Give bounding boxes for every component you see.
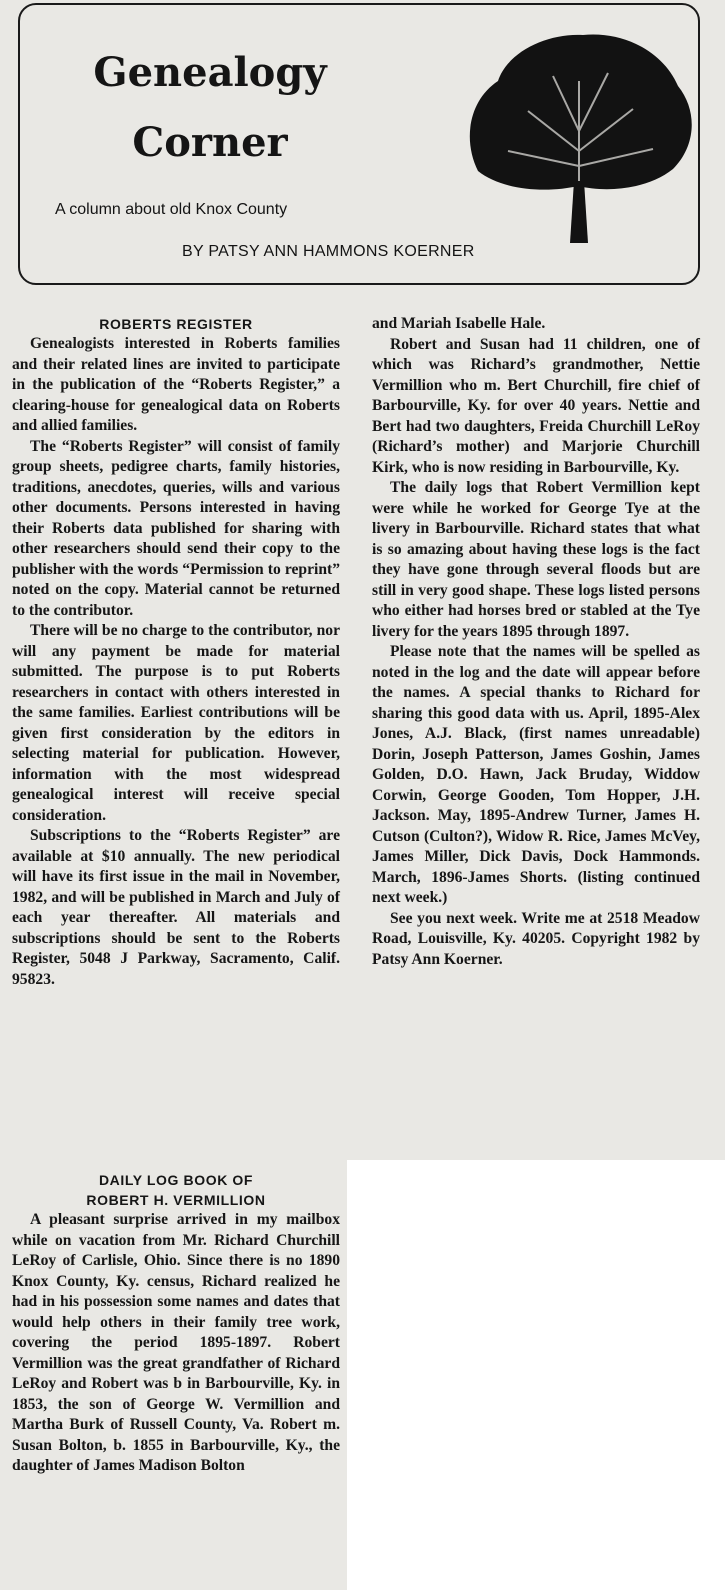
byline: BY PATSY ANN HAMMONS KOERNER	[182, 243, 475, 260]
paragraph: Robert and Susan had 11 children, one of which was Richard’s grandmother, Nettie Vermillion who m. Bert Churchill, fire chief of Barbourville, Ky. for over 40 years. Nettie and Bert had two daughters, Freida Churchill LeRoy (Richard’s mother) and Marjorie Churchill Kirk, who is now residing in Barbourville, Ky.	[372, 335, 700, 476]
paragraph: Genealogists interested in Roberts families and their related lines are invited to participate in the publication of the “Roberts Register,” a clearing-house for genealogical data on Roberts and allied families.	[12, 335, 340, 434]
paragraph: A pleasant surprise arrived in my mailbox while on vacation from Mr. Richard Churchill LeRoy of Carlisle, Ohio. Since there is no 1890 Knox County, Ky. census, Richard realized he had in his possession some names and dates that would help others in their family tree work, covering the period 1895-1897. Robert Vermillion was the great grandfather of Richard LeRoy and Robert was b in Barbourville, Ky. in 1853, the son of George W. Vermillion and Martha Burk of Russell County, Va. Robert m. Susan Bolton, b. 1855 in Barbourville, Ky., the daughter of James Madison Bolton	[12, 1211, 340, 1474]
paragraph: Subscriptions to the “Roberts Register” are available at $10 annually. The new periodical will have its first issue in the mail in November, 1982, and will be published in March and July of each year thereafter. All materials and subscriptions should be sent to the Roberts Register, 5048 J Parkway, Sacramento, Calif. 95823.	[12, 827, 340, 988]
left-column	[12, 314, 340, 990]
right-column	[372, 314, 700, 970]
bottom-left-column	[12, 1170, 340, 1477]
paragraph-continuation: and Mariah Isabelle Hale.	[372, 315, 546, 332]
column-title-line2: Corner	[132, 119, 288, 166]
column-subtitle: A column about old Knox County	[55, 201, 288, 218]
paragraph: The daily logs that Robert Vermillion kept were while he worked for George Tye at the livery in Barbourville. Richard states that what is so amazing about having these logs is the fact they have gone through several floods but are still in very good shape. These logs listed persons who either had horses bred or stabled at the Tye livery for the years 1895 through 1897.	[372, 479, 700, 640]
paragraph: The “Roberts Register” will consist of family group sheets, pedigree charts, family histories, traditions, anecdotes, queries, wills and various other documents. Persons interested in having their Roberts data published for sharing with other researchers should send their copy to the publisher with the words “Permission to reprint” noted on the copy. Material cannot be returned to the contributor.	[12, 437, 340, 619]
column-header	[18, 3, 700, 285]
section-heading-vermillion: ROBERT H. VERMILLION	[86, 1192, 266, 1208]
paragraph-signoff: See you next week. Write me at 2518 Meadow Road, Louisville, Ky. 40205. Copyright 1982 by Patsy Ann Koerner.	[372, 909, 700, 968]
column-title-line1: Genealogy	[93, 49, 327, 96]
section-heading-roberts-register: ROBERTS REGISTER	[99, 316, 253, 332]
paragraph: There will be no charge to the contributor, nor will any payment be made for material submitted. The purpose is to put Roberts researchers in contact with others interested in the same families. Earliest contributions will be given first consideration by the editors in selecting material for publication. However, information with the most widespread genealogical interest will receive special consideration.	[12, 622, 340, 824]
tree-icon	[458, 21, 698, 251]
paragraph: Please note that the names will be spelled as noted in the log and the date will appear before the names. A special thanks to Richard for sharing this good data with us. April, 1895-Alex Jones, A.J. Black, (first names unreadable) Dorin, Joseph Patterson, James Goshin, James Golden, D.O. Hawn, Jack Bruday, Widdow Corwin, George Gooden, Tom Hopper, J.H. Jackson. May, 1895-Andrew Turner, James H. Cutson (Culton?), Widow R. Rice, James McVey, James Miller, Dick Davis, Dock Hammonds. March, 1896-James Shorts. (listing continued next week.)	[372, 643, 700, 906]
section-heading-log-book: DAILY LOG BOOK OF	[98, 1172, 254, 1188]
